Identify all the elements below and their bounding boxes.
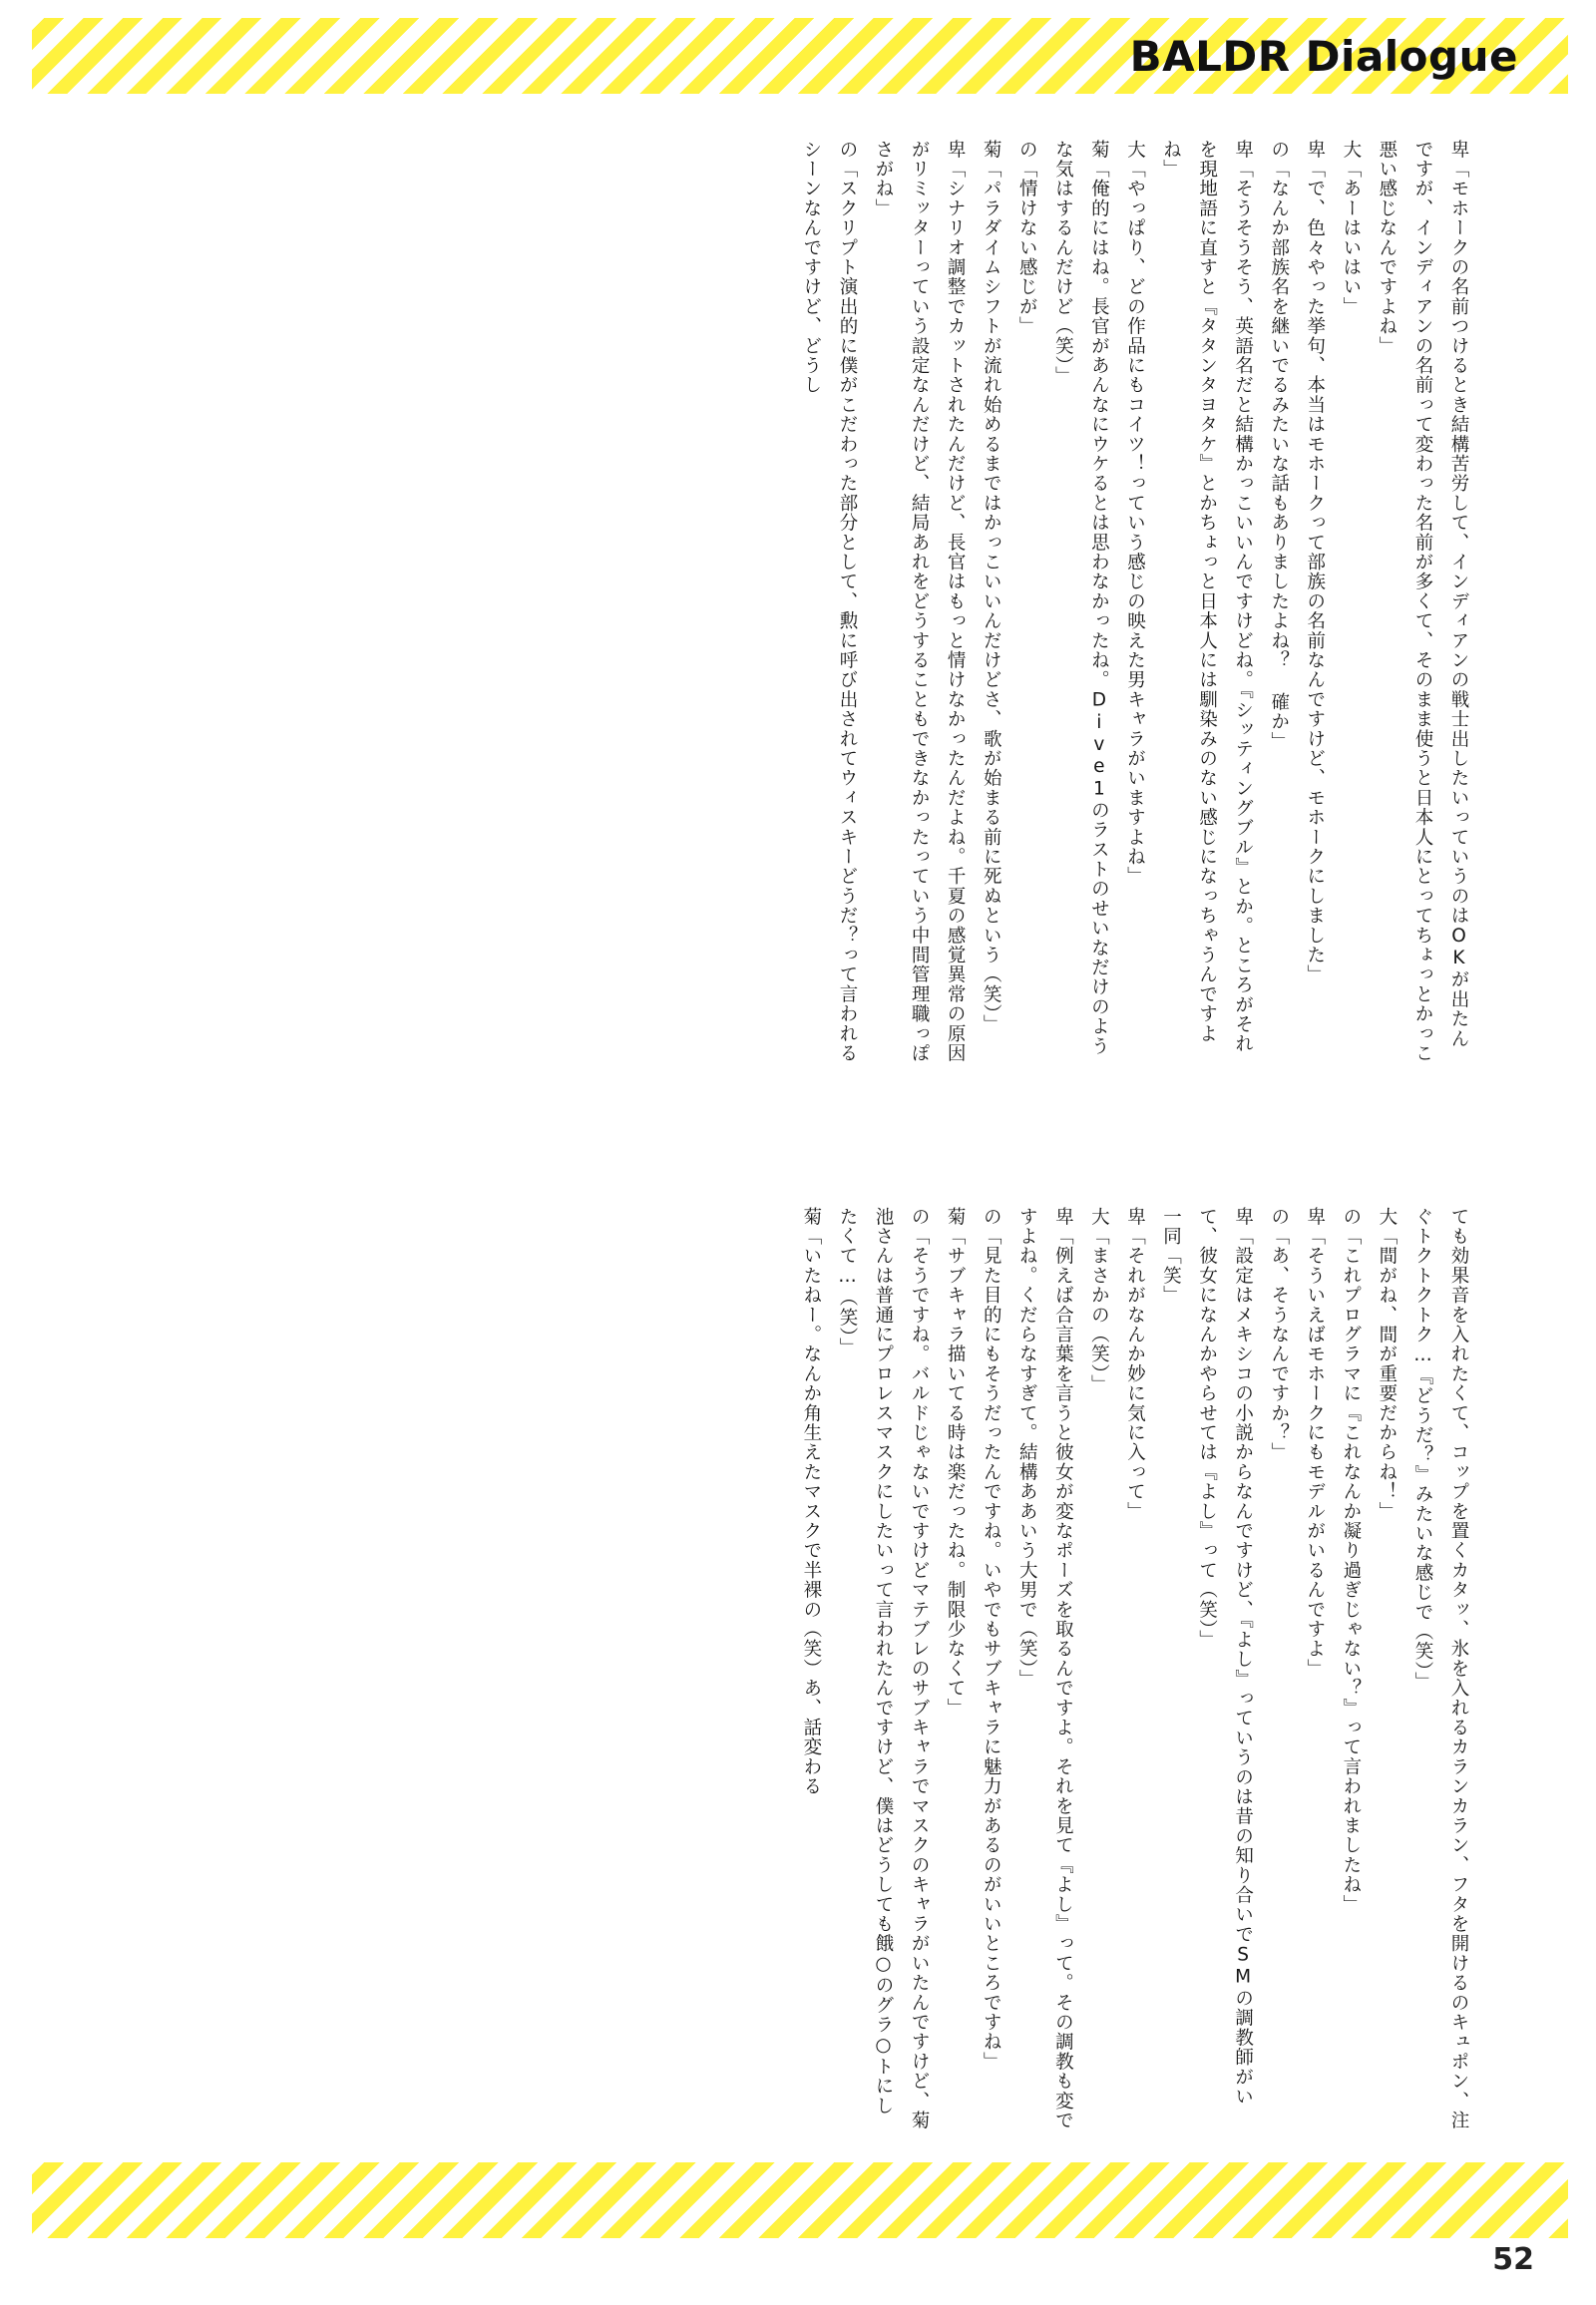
- dialogue-line: の「あ、そうなんですか？」: [1268, 1207, 1290, 1463]
- dialogue-line: 菊「いたねー。なんか角生えたマスクで半裸の（笑）あ、話変わる: [800, 1207, 822, 1796]
- dialogue-line: の「スクリプト演出的に僕がこだわった部分として、勲に呼び出されてウィスキーどうだ？って言われるシーンなんですけど、どうし: [800, 140, 858, 1063]
- dialogue-line: 卑「例えば合言葉を言うと彼女が変なポーズを取るんですよ。それを見て『よし』って。その調教も変ですよね。くだらなすぎて。結構ああいう大男で（笑）」: [1016, 1207, 1074, 2130]
- bottom-stripe-decoration: [32, 2162, 1568, 2238]
- dialogue-line: ても効果音を入れたくて、コップを置くカタッ、氷を入れるカランカラン、フタを開けるのキュポン、注ぐトクトクトク…『どうだ？』みたいな感じで（笑）」: [1411, 1207, 1469, 2130]
- dialogue-line: の「そうですね。バルドじゃないですけどマテブレのサブキャラでマスクのキャラがいたんですけど、菊池さんは普通にプロレスマスクにしたいって言われたんですけど、僕はどうしても餓○のグラ○トにしたくて…（笑）」: [836, 1207, 931, 2130]
- page-number: 52: [1492, 2242, 1534, 2277]
- dialogue-line: 卑「で、色々やった挙句、本当はモホークって部族の名前なんですけど、モホークにしました」: [1304, 140, 1326, 985]
- dialogue-line: 大「間がね、間が重要だからね！」: [1376, 1207, 1397, 1522]
- dialogue-line: の「情けない感じが」: [1016, 140, 1038, 336]
- dialogue-line: 菊「俺的にはね。長官があんなにウケるとは思わなかったね。Dive1のラストのせいなだけのような気はするんだけど（笑）」: [1052, 140, 1110, 1056]
- dialogue-line: 大「やっぱり、どの作品にもコイツ！っていう感じの映えた男キャラがいますよね」: [1124, 140, 1146, 887]
- dialogue-column-lower: [140, 1207, 1476, 2134]
- dialogue-line: の「見た目的にもそうだったんですね。いやでもサブキャラに魅力があるのがいいところですね」: [981, 1207, 1002, 2072]
- dialogue-line: 大「まさかの（笑）」: [1088, 1207, 1110, 1394]
- dialogue-line: の「なんか部族名を継いでるみたいな話もありましたよね？ 確か」: [1268, 140, 1290, 752]
- dialogue-line: 一同「笑」: [1160, 1207, 1182, 1306]
- dialogue-line: の「これプログラマに『これなんか凝り過ぎじゃない？』って言われましたね」: [1340, 1207, 1362, 1915]
- dialogue-line: 卑「設定はメキシコの小説からなんですけど、『よし』っていうのは昔の知り合いでSMの調教師がいて、彼女になんかやらせては『よし』って（笑）」: [1196, 1207, 1254, 2107]
- dialogue-line: 卑「そうそうそう、英語名だと結構かっこいいんですけどね。『シッティングブル』とか。ところがそれを現地語に直すと『タタンタヨタケ』とかちょっと日本人には馴染みのない感じになっちゃうんですよね」: [1160, 140, 1254, 1054]
- dialogue-line: 卑「それがなんか妙に気に入って」: [1124, 1207, 1146, 1522]
- dialogue-line: 卑「モホークの名前つけるとき結構苦労して、インディアンの戦士出したいっていうのはOKが出たんですが、インディアンの名前って変わった名前が多くて、そのまま使うと日本人にとってちょっとかっこ悪い感じなんですよね」: [1376, 140, 1469, 1063]
- page-title: BALDR Dialogue: [1129, 32, 1518, 81]
- dialogue-line: 卑「そういえばモホークにもモデルがいるんですよ」: [1304, 1207, 1326, 1679]
- dialogue-line: 大「あーはいはい」: [1340, 140, 1362, 317]
- dialogue-line: 菊「サブキャラ描いてる時は楽だったね。制限少なくて」: [945, 1207, 967, 1719]
- dialogue-line: 卑「シナリオ調整でカットされたんだけど、長官はもっと情けなかったんだよね。千夏の感覚異常の原因がリミッターっていう設定なんだけど、結局あれをどうすることもできなかったっていう中間管理職っぽさがね」: [873, 140, 967, 1063]
- dialogue-column-upper: [140, 140, 1476, 1067]
- dialogue-line: 菊「パラダイムシフトが流れ始めるまではかっこいいんだけどさ、歌が始まる前に死ぬという（笑）」: [981, 140, 1002, 1034]
